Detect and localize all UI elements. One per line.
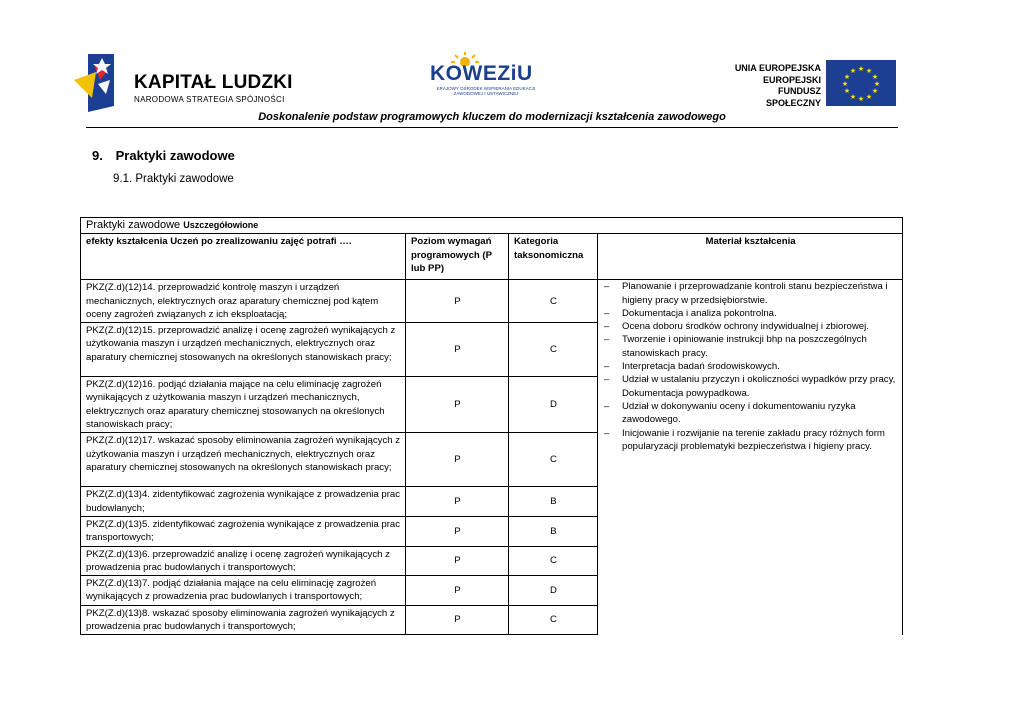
material-item: – Ocena doboru środków ochrony indywidualnej i zbiorowej.	[604, 321, 869, 333]
svg-text:★: ★	[841, 81, 849, 88]
section-heading	[92, 148, 235, 163]
bullet-dash: –	[604, 400, 610, 412]
bullet-dash: –	[604, 427, 610, 439]
material-item: – Dokumentacja i analiza pokontrolna.	[604, 307, 777, 319]
table-title-main: Praktyki zawodowe	[86, 219, 181, 231]
header-effects: efekty kształcenia Uczeń po zrealizowaniu zajęć potrafi ….	[81, 234, 406, 280]
svg-text:★: ★	[849, 94, 857, 101]
effect-cell: PKZ(Z.d)(13)8. wskazać sposoby eliminowania zagrożeń wynikających z prowadzenia prac budowlanych i transportowych;	[81, 605, 406, 635]
table-title-small: Uszczegółowione	[183, 220, 259, 230]
category-cell: C	[509, 433, 598, 487]
svg-text:★: ★	[865, 68, 873, 75]
effect-cell: PKZ(Z.d)(13)7. podjąć działania mające na celu eliminację zagrożeń wynikających z prowadzenia prac budowlanych i transportowych;	[81, 576, 406, 606]
bullet-dash: –	[604, 334, 610, 346]
category-cell: D	[509, 576, 598, 606]
kowezu-logo	[428, 52, 540, 104]
material-item: – Udział w ustalaniu przyczyn i okoliczności wypadków przy pracy, Dokumentacja powypadkowa.	[604, 374, 896, 399]
eu-flag-icon	[826, 60, 896, 106]
level-cell: P	[406, 487, 509, 517]
category-cell: D	[509, 377, 598, 433]
effect-cell: PKZ(Z.d)(12)17. wskazać sposoby eliminowania zagrożeń wynikających z użytkowania maszyn i urządzeń mechanicznych, elektrycznych oraz aparatury chemicznej stosowanych na określonych stanowiskach pracy;	[81, 433, 406, 487]
header-category: Kategoria taksonomiczna	[509, 234, 598, 280]
category-cell: B	[509, 487, 598, 517]
svg-text:★: ★	[843, 74, 851, 81]
section-number: 9.	[92, 148, 103, 163]
material-item: – Inicjowanie i rozwijanie na terenie zakładu pracy różnych form popularyzacji problematyki bezpieczeństwa i higieny pracy.	[604, 427, 885, 452]
eu-logo-text	[725, 63, 821, 108]
header-caption: Doskonalenie podstaw programowych kluczem do modernizacji kształcenia zawodowego	[258, 111, 726, 123]
header-level: Poziom wymagań programowych (P lub PP)	[406, 234, 509, 280]
logo-left-title: KAPITAŁ LUDZKI	[134, 72, 293, 93]
kapital-ludzki-logo	[74, 50, 294, 120]
eu-line-2: EUROPEJSKI	[762, 74, 821, 85]
bullet-dash: –	[604, 374, 610, 386]
level-cell: P	[406, 605, 509, 635]
svg-text:★: ★	[849, 68, 857, 75]
level-cell: P	[406, 377, 509, 433]
level-cell: P	[406, 516, 509, 546]
subsection-heading: 9.1. Praktyki zawodowe	[113, 173, 234, 185]
effect-cell: PKZ(Z.d)(13)6. przeprowadzić analizę i ocenę zagrożeń wynikających z prowadzenia prac budowlanych i transportowych;	[81, 546, 406, 576]
svg-text:★: ★	[865, 94, 873, 101]
level-cell: P	[406, 576, 509, 606]
svg-text:★: ★	[873, 81, 881, 88]
logo-left-subtitle: NARODOWA STRATEGIA SPÓJNOŚCI	[134, 95, 285, 104]
effect-cell: PKZ(Z.d)(12)16. podjąć działania mające na celu eliminację zagrożeń wynikających z użytkowania maszyn i urządzeń mechanicznych, elektrycznych oraz aparatury chemicznej stosowanych na określonych stanowiskach pracy;	[81, 377, 406, 433]
logo-center-word: KOWEZiU	[430, 62, 533, 85]
effect-cell: PKZ(Z.d)(12)14. przeprowadzić kontrolę maszyn i urządzeń mechanicznych, elektrycznych oraz aparatury chemicznej pod kątem oceny zagrożeń związanych z ich eksploatacją;	[81, 280, 406, 323]
category-cell: C	[509, 605, 598, 635]
category-cell: B	[509, 516, 598, 546]
category-cell: C	[509, 546, 598, 576]
svg-text:★: ★	[871, 74, 879, 81]
header-divider	[86, 127, 898, 128]
material-list	[598, 280, 902, 453]
level-cell: P	[406, 433, 509, 487]
svg-text:★: ★	[857, 66, 865, 73]
svg-text:★: ★	[857, 96, 865, 103]
logo-center-tagline: KRAJOWY OŚRODEK WSPIERANIA EDUKACJI ZAWODOWEJ I USTAWICZNEJ	[436, 86, 536, 96]
effect-cell: PKZ(Z.d)(13)5. zidentyfikować zagrożenia wynikające z prowadzenia prac transportowych;	[81, 516, 406, 546]
table-title	[81, 218, 903, 234]
eu-line-3: FUNDUSZ SPOŁECZNY	[765, 86, 821, 108]
material-item: – Interpretacja badań środowiskowych.	[604, 361, 780, 373]
material-item: – Planowanie i przeprowadzanie kontroli stanu bezpieczeństwa i higieny pracy w przedsiębiorstwie.	[604, 281, 888, 306]
category-cell: C	[509, 323, 598, 377]
material-item: – Udział w dokonywaniu oceny i dokumentowaniu ryzyka zawodowego.	[604, 400, 856, 426]
material-item: – Tworzenie i opiniowanie instrukcji bhp na poszczególnych stanowiskach pracy.	[604, 334, 867, 359]
bullet-dash: –	[604, 281, 610, 293]
section-title: Praktyki zawodowe	[115, 148, 235, 163]
level-cell: P	[406, 546, 509, 576]
svg-text:★: ★	[871, 88, 879, 95]
bullet-dash: –	[604, 361, 610, 373]
eu-line-1: UNIA EUROPEJSKA	[734, 63, 821, 73]
practices-table	[80, 217, 902, 635]
svg-text:★: ★	[843, 88, 851, 95]
effect-cell: PKZ(Z.d)(13)4. zidentyfikować zagrożenia wynikające z prowadzenia prac budowlanych;	[81, 487, 406, 517]
kapital-ludzki-emblem-icon	[74, 50, 132, 116]
level-cell: P	[406, 280, 509, 323]
level-cell: P	[406, 323, 509, 377]
effect-cell: PKZ(Z.d)(12)15. przeprowadzić analizę i ocenę zagrożeń wynikających z użytkowania maszyn i urządzeń mechanicznych, elektrycznych oraz aparatury chemicznej stosowanych na określonych stanowiskach pracy;	[81, 323, 406, 377]
material-cell	[598, 280, 903, 635]
header-material: Materiał kształcenia	[598, 234, 903, 280]
bullet-dash: –	[604, 321, 610, 333]
bullet-dash: –	[604, 307, 610, 319]
category-cell: C	[509, 280, 598, 323]
